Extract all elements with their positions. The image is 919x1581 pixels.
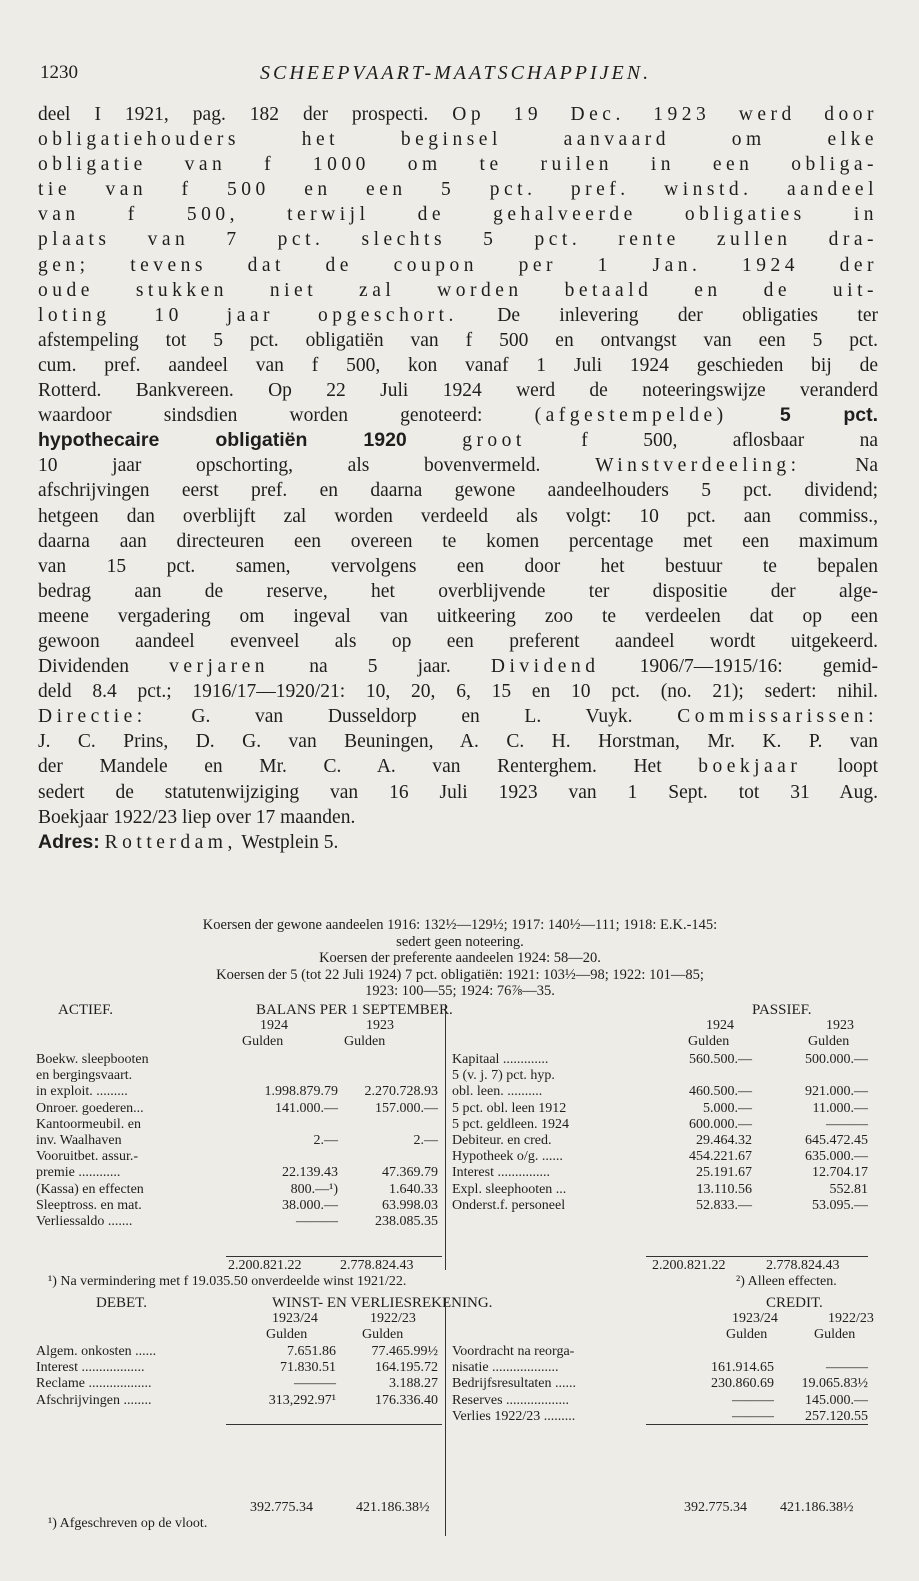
row-label: Hypotheek o/g. ......: [452, 1149, 563, 1165]
year-label: 1924: [706, 1018, 734, 1033]
total-value: 2.200.821.22: [228, 1258, 302, 1273]
row-label: 5 pct. geldleen. 1924: [452, 1116, 570, 1132]
table-row: [452, 1376, 882, 1392]
table-row: [36, 1133, 444, 1149]
table-row: [36, 1360, 444, 1376]
footnote: ¹) Na vermindering met f 19.035.50 onverdeelde winst 1921/22.: [48, 1274, 407, 1290]
year-label: 1923: [366, 1018, 394, 1033]
balance-totals: [36, 1258, 882, 1290]
row-label: obl. leen. ..........: [452, 1084, 543, 1100]
row-label: Voordracht na reorga-: [452, 1344, 575, 1359]
text-line: hypothecaire obligatiën 1920 groot f 500, aflosbaar na: [38, 429, 878, 452]
total-value: 421.186.38½: [356, 1500, 430, 1515]
total-value: 2.778.824.43: [340, 1258, 414, 1273]
text-line: der Mandele en Mr. C. A. van Renterghem. Het boekjaar loopt: [38, 756, 878, 778]
text-line: tie van f 500 en een 5 pct. pref. winstd. aandeel: [38, 179, 878, 201]
currency-label: Gulden: [726, 1327, 768, 1343]
passief-heading: PASSIEF.: [752, 1002, 812, 1018]
row-value-previous: ———: [826, 1116, 868, 1132]
column-divider: [445, 1004, 446, 1270]
row-label: Onroer. goederen...: [36, 1100, 144, 1116]
profit-loss-totals: [36, 1500, 882, 1532]
text-line: sedert de statutenwijziging van 16 Juli 1923 van 1 Sept. tot 31 Aug.: [38, 781, 878, 803]
row-label: 5 pct. obl. leen 1912: [452, 1100, 567, 1116]
currency-label: Gulden: [266, 1327, 308, 1343]
row-label: (Kassa) en effecten: [36, 1181, 144, 1197]
total-value: 2.778.824.43: [766, 1258, 840, 1273]
total-rule: [226, 1256, 442, 1257]
table-row: [452, 1165, 882, 1181]
page-header: [40, 62, 880, 92]
table-row: [36, 1214, 444, 1230]
row-value-previous: ———: [826, 1360, 868, 1376]
text-line: gen; tevens dat de coupon per 1 Jan. 1924 der: [38, 254, 878, 276]
row-value-current: 13.110.56: [696, 1181, 752, 1197]
text-line: afschrijvingen eerst pref. en daarna gewone aandeelhouders 5 pct. dividend;: [38, 480, 878, 502]
year-label: 1924: [260, 1018, 288, 1033]
row-value-current: 313,292.97¹: [268, 1392, 336, 1408]
price-note: 1923: 100—55; 1924: 76⅞—35.: [365, 983, 555, 999]
year-label: 1923/24: [732, 1311, 778, 1326]
row-value-previous: 11.000.—: [812, 1100, 868, 1116]
footnote: ¹) Afgeschreven op de vloot.: [48, 1516, 208, 1532]
text-line: cum. pref. aandeel van f 500, kon vanaf 1 Juli 1924 geschieden bij de: [38, 354, 878, 376]
balance-right-rows: [452, 1052, 882, 1214]
currency-label: Gulden: [242, 1034, 284, 1050]
row-value-previous: 921.000.—: [805, 1084, 868, 1100]
table-row: [452, 1360, 882, 1376]
row-value-current: 52.833.—: [696, 1197, 752, 1213]
row-label: en bergingsvaart.: [36, 1068, 133, 1084]
row-value-current: 5.000.—: [703, 1100, 752, 1116]
row-value-previous: 145.000.—: [805, 1392, 868, 1408]
table-row: [36, 1165, 444, 1181]
row-value-previous: 1.640.33: [389, 1181, 438, 1197]
table-row: [36, 1052, 444, 1068]
row-value-current: ———: [294, 1376, 336, 1392]
table-row: [36, 1101, 444, 1117]
year-label: 1922/23: [828, 1311, 874, 1326]
row-value-current: 2.—: [313, 1132, 338, 1148]
table-row: [452, 1149, 882, 1165]
price-note: Koersen der preferente aandeelen 1924: 58—20.: [319, 950, 601, 966]
price-note: Koersen der 5 (tot 22 Juli 1924) 7 pct. obligatiën: 1921: 103½—98; 1922: 101—85;: [216, 966, 704, 983]
row-label: in exploit. .........: [36, 1084, 128, 1100]
row-label: Algem. onkosten ......: [36, 1344, 157, 1359]
text-line: meene vergadering om ingeval van uitkeering zoo te verdeelen dat op een: [38, 605, 878, 627]
text-line: gewoon aandeel evenveel als op een preferent aandeel wordt uitgekeerd.: [38, 630, 878, 652]
row-value-previous: 164.195.72: [375, 1360, 438, 1376]
table-row: [36, 1182, 444, 1198]
table-row: [452, 1101, 882, 1117]
table-row: [36, 1344, 444, 1360]
total-value: 392.775.34: [250, 1500, 313, 1515]
text-line: deel I 1921, pag. 182 der prospecti. Op 19 Dec. 1923 werd door: [38, 104, 878, 125]
table-row: [452, 1182, 882, 1198]
row-value-previous: 645.472.45: [805, 1132, 868, 1148]
text-line: Directie: G. van Dusseldorp en L. Vuyk. Commissarissen:: [38, 706, 878, 728]
row-label: inv. Waalhaven: [36, 1132, 122, 1148]
row-value-current: 25.191.67: [696, 1165, 752, 1181]
total-value: 2.200.821.22: [652, 1258, 726, 1273]
row-label: 5 (v. j. 7) pct. hyp.: [452, 1068, 555, 1084]
currency-label: Gulden: [808, 1034, 850, 1050]
row-value-current: 29.464.32: [696, 1132, 752, 1148]
row-value-previous: 238.085.35: [375, 1213, 438, 1229]
text-line: waardoor sindsdien worden genoteerd: (afgestempelde) 5 pct.: [38, 404, 878, 427]
row-value-previous: 77.465.99½: [371, 1344, 438, 1359]
row-value-current: 22.139.43: [282, 1165, 338, 1181]
row-value-current: ———: [732, 1408, 774, 1424]
table-row: [452, 1344, 882, 1360]
table-row: [452, 1409, 882, 1425]
price-note: sedert geen noteering.: [396, 933, 524, 950]
balance-left-head: [36, 1018, 436, 1050]
actief-heading: ACTIEF.: [58, 1002, 114, 1018]
table-row: [36, 1084, 444, 1100]
table-row: [36, 1068, 444, 1084]
table-row: [452, 1052, 882, 1068]
row-value-previous: 2.—: [413, 1132, 438, 1148]
row-label: Verlies 1922/23 .........: [452, 1408, 576, 1424]
year-label: 1922/23: [370, 1311, 416, 1326]
row-label: Boekw. sleepbooten: [36, 1052, 149, 1067]
running-title: SCHEEPVAART-MAATSCHAPPIJEN.: [260, 62, 652, 84]
text-line: Rotterd. Bankvereen. Op 22 Juli 1924 werd de noteeringswijze veranderd: [38, 380, 878, 402]
row-label: Afschrijvingen ........: [36, 1392, 152, 1408]
table-row: [36, 1149, 444, 1165]
row-value-previous: 19.065.83½: [801, 1376, 868, 1392]
row-value-current: 1.998.879.79: [264, 1084, 338, 1100]
total-rule: [646, 1256, 868, 1257]
table-row: [452, 1393, 882, 1409]
page-number: 1230: [40, 62, 78, 83]
row-value-current: 161.914.65: [711, 1360, 774, 1376]
row-label: Interest ...............: [452, 1165, 550, 1181]
row-value-previous: 552.81: [829, 1181, 868, 1197]
balance-right-head: [452, 1018, 882, 1050]
row-value-previous: 2.270.728.93: [364, 1084, 438, 1100]
text-line: loting 10 jaar opgeschort. De inlevering der obligaties ter: [38, 304, 878, 326]
table-row: [452, 1068, 882, 1084]
row-value-current: 800.—¹): [290, 1181, 338, 1197]
row-label: Onderst.f. personeel: [452, 1197, 566, 1213]
row-label: premie ............: [36, 1165, 121, 1181]
row-label: Verliessaldo .......: [36, 1213, 133, 1229]
text-line: Dividenden verjaren na 5 jaar. Dividend 1906/7—1915/16: gemid-: [38, 656, 878, 678]
row-value-previous: 257.120.55: [805, 1408, 868, 1424]
text-line: obligatie van f 1000 om te ruilen in een obliga-: [38, 154, 878, 176]
table-row: [452, 1133, 882, 1149]
profit-loss-right-head: [452, 1311, 882, 1343]
text-line: oude stukken niet zal worden betaald en de uit-: [38, 279, 878, 301]
table-row: [36, 1393, 444, 1409]
row-label: Reclame ..................: [36, 1376, 152, 1392]
row-value-current: ———: [296, 1213, 338, 1229]
row-value-previous: 176.336.40: [375, 1392, 438, 1408]
row-label: nisatie ...................: [452, 1360, 559, 1376]
price-notes: [40, 917, 880, 1000]
text-line: bedrag aan de reserve, het overblijvende ter dispositie der alge-: [38, 580, 878, 602]
body-text: [38, 102, 878, 855]
table-row: [36, 1117, 444, 1133]
text-line: hetgeen dan overblijft zal worden verdeeld als volgt: 10 pct. aan commiss.,: [38, 505, 878, 527]
balance-left-rows: [36, 1052, 444, 1230]
row-label: Bedrijfsresultaten ......: [452, 1376, 577, 1392]
credit-heading: CREDIT.: [766, 1295, 823, 1311]
row-value-previous: 47.369.79: [382, 1165, 438, 1181]
table-row: [36, 1198, 444, 1214]
year-label: 1923/24: [272, 1311, 318, 1326]
currency-label: Gulden: [362, 1327, 404, 1343]
row-label: Vooruitbet. assur.-: [36, 1149, 139, 1165]
text-line: 10 jaar opschorting, als bovenvermeld. Winstverdeeling: Na: [38, 455, 878, 477]
currency-label: Gulden: [688, 1034, 730, 1050]
row-label: Expl. sleephooten ...: [452, 1181, 567, 1197]
profit-loss-left-rows: [36, 1344, 444, 1409]
row-value-previous: 3.188.27: [389, 1376, 438, 1392]
row-label: Debiteur. en cred.: [452, 1132, 552, 1148]
row-value-current: 71.830.51: [280, 1360, 336, 1376]
text-line: plaats van 7 pct. slechts 5 pct. rente zullen dra-: [38, 229, 878, 251]
row-label: Sleeptross. en mat.: [36, 1197, 142, 1213]
row-value-current: 7.651.86: [287, 1344, 336, 1359]
row-value-current: 460.500.—: [689, 1084, 752, 1100]
text-line: J. C. Prins, D. G. van Beuningen, A. C. H. Horstman, Mr. K. P. van: [38, 731, 878, 753]
profit-loss-title: WINST- EN VERLIESREKENING.: [272, 1295, 493, 1311]
row-value-current: 560.500.—: [689, 1052, 752, 1067]
row-value-current: 454.221.67: [689, 1149, 752, 1165]
total-value: 392.775.34: [684, 1500, 747, 1515]
text-line: obligatiehouders het beginsel aanvaard om elke: [38, 129, 878, 151]
table-row: [452, 1084, 882, 1100]
footnote: ²) Alleen effecten.: [736, 1274, 837, 1290]
row-value-previous: 12.704.17: [812, 1165, 868, 1181]
total-value: 421.186.38½: [780, 1500, 854, 1515]
currency-label: Gulden: [344, 1034, 386, 1050]
row-label: Kapitaal .............: [452, 1052, 549, 1067]
row-value-previous: 63.998.03: [382, 1197, 438, 1213]
row-label: Kantoormeubil. en: [36, 1116, 141, 1132]
row-value-current: 230.860.69: [711, 1376, 774, 1392]
year-label: 1923: [826, 1018, 854, 1033]
row-value-current: 38.000.—: [282, 1197, 338, 1213]
table-row: [36, 1376, 444, 1392]
debet-heading: DEBET.: [96, 1295, 147, 1311]
table-row: [452, 1198, 882, 1214]
row-value-previous: 157.000.—: [375, 1100, 438, 1116]
address-line: Adres: Rotterdam, Westplein 5.: [38, 830, 339, 853]
price-note: Koersen der gewone aandeelen 1916: 132½—129½; 1917: 140½—111; 1918: E.K.-145:: [202, 917, 718, 933]
row-value-current: ———: [732, 1392, 774, 1408]
text-line: van f 500, terwijl de gehalveerde obligaties in: [38, 204, 878, 226]
row-value-previous: 635.000.—: [805, 1149, 868, 1165]
row-label: Reserves ..................: [452, 1392, 570, 1408]
row-value-current: 141.000.—: [275, 1100, 338, 1116]
text-line: afstempeling tot 5 pct. obligatiën van f 500 en ontvangst van een 5 pct.: [38, 329, 878, 351]
row-value-current: 600.000.—: [689, 1116, 752, 1132]
table-row: [452, 1117, 882, 1133]
row-label: Interest ..................: [36, 1360, 145, 1376]
currency-label: Gulden: [814, 1327, 856, 1343]
text-line: Boekjaar 1922/23 liep over 17 maanden.: [38, 806, 356, 828]
total-rule: [646, 1424, 868, 1425]
row-value-previous: 53.095.—: [812, 1197, 868, 1213]
text-line: daarna aan directeuren een overeen te komen percentage met een maximum: [38, 530, 878, 552]
text-line: deld 8.4 pct.; 1916/17—1920/21: 10, 20, 6, 15 en 10 pct. (no. 21); sedert: nihil.: [38, 681, 878, 703]
profit-loss-left-head: [36, 1311, 436, 1343]
profit-loss-right-rows: [452, 1344, 882, 1425]
balance-title: BALANS PER 1 SEPTEMBER.: [256, 1002, 453, 1018]
total-rule: [226, 1424, 442, 1425]
text-line: van 15 pct. samen, vervolgens een door het bestuur te bepalen: [38, 555, 878, 577]
row-value-previous: 500.000.—: [805, 1052, 868, 1067]
